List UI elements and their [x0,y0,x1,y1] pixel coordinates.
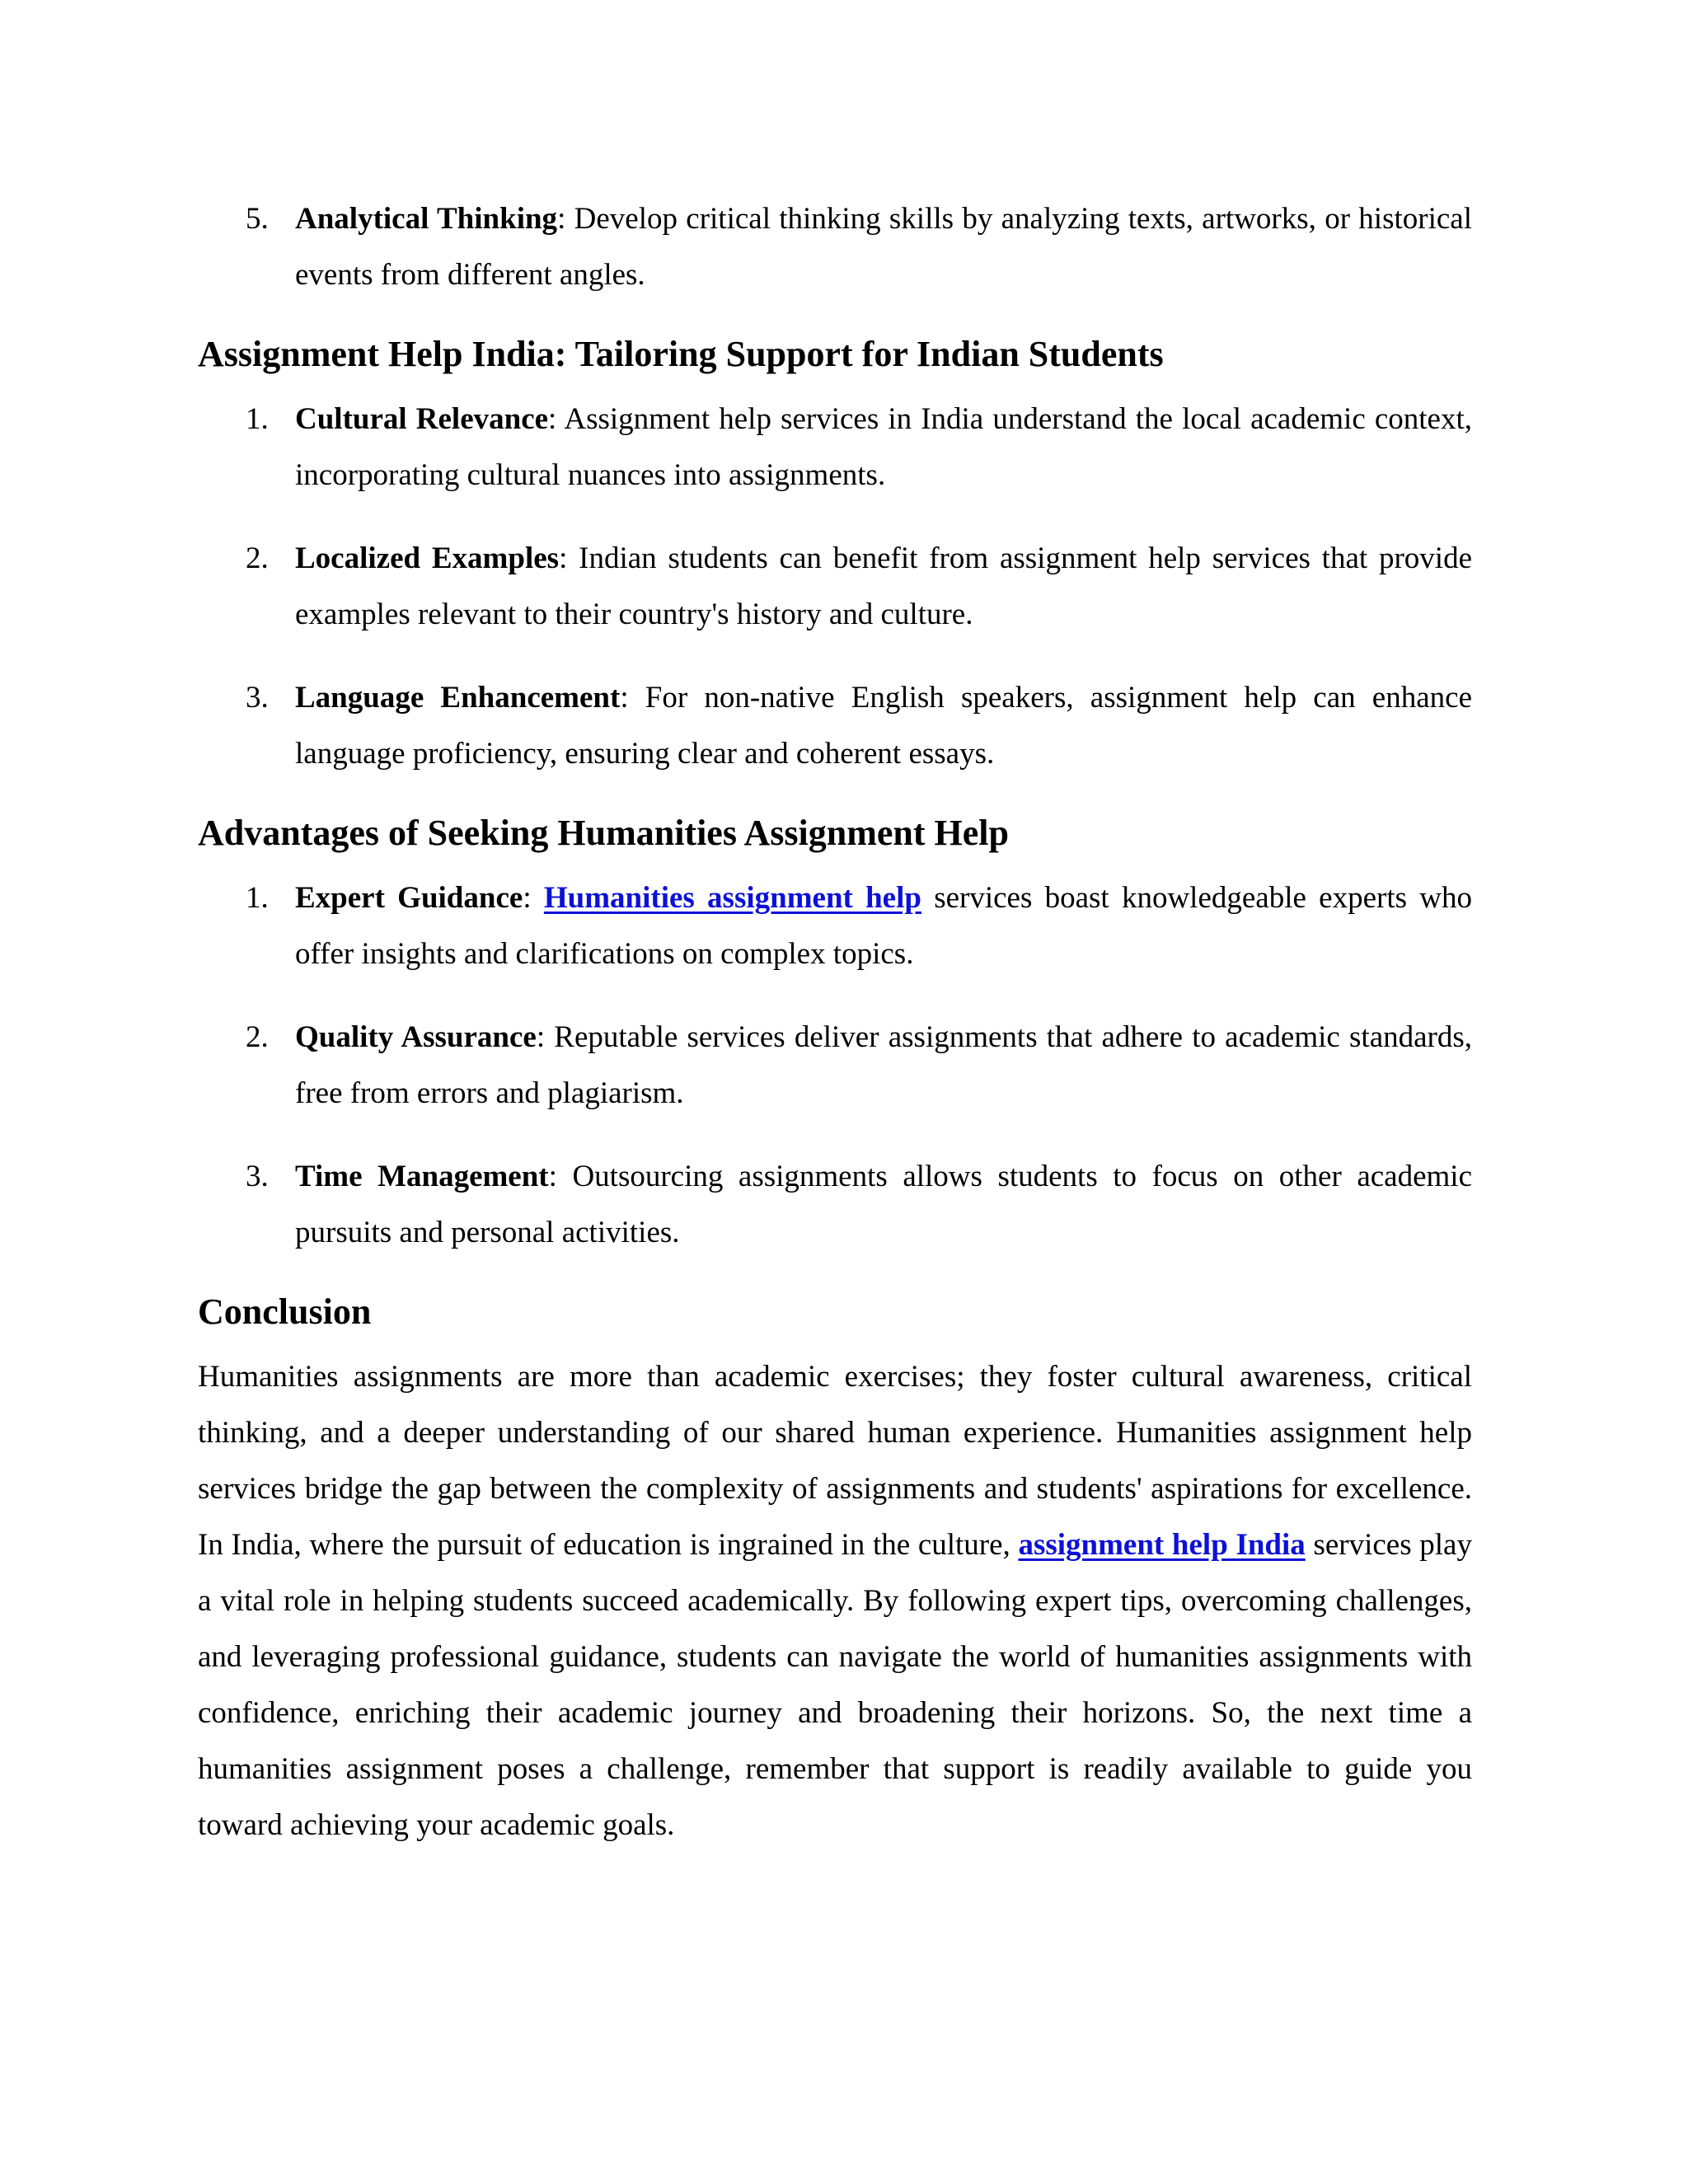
list-number: 1. [246,402,269,436]
section-heading-conclusion: Conclusion [198,1291,372,1332]
list-item-term: Localized Examples [295,541,560,575]
list-item-text: For non-native English speakers, assignment help can enhance language proficiency, ensuring clear and coherent essays. [295,681,1472,771]
humanities-assignment-help-link[interactable]: Humanities assignment help [543,881,921,915]
advantages-list [198,870,1472,1261]
document-page [198,191,1472,1854]
list-item-separator: : [536,1020,546,1054]
list-item-time-management [198,1149,1472,1261]
list-item-term: Cultural Relevance [295,402,549,436]
list-item-term: Language Enhancement [295,681,621,715]
section-heading-advantages: Advantages of Seeking Humanities Assignment Help [198,813,1009,853]
list-item-term: Expert Guidance [295,881,523,915]
list-item-text: Indian students can benefit from assignment help services that provide examples relevant to their country's history and culture. [295,541,1472,631]
list-item-separator: : [620,681,629,715]
list-item-text: Reputable services deliver assignments that adhere to academic standards, free from errors and plagiarism. [295,1020,1473,1110]
conclusion-paragraph [198,1349,1472,1854]
section-heading-assignment-help-india: Assignment Help India: Tailoring Support for Indian Students [198,334,1164,374]
list-number: 3. [246,1160,269,1193]
list-item-quality-assurance [198,1010,1472,1122]
list-item-separator: : [548,1160,557,1193]
assignment-help-india-list [198,391,1472,782]
conclusion-text-after-link: services play a vital role in helping students succeed academically. By following expert tips, overcoming challenges, and leveraging professional guidance, students can navigate the world of humanities assignments with confidence, enriching their academic journey and broadening their horizons. So, the next time a humanities assignment poses a challenge, remember that support is readily available to guide you toward achieving your academic goals. [198,1528,1472,1842]
analytical-thinking-list [198,191,1472,303]
list-item-text: Assignment help services in India understand the local academic context, incorporating cultural nuances into assignments. [295,402,1472,492]
list-item-expert-guidance [198,870,1472,982]
list-item-text: services boast knowledgeable experts who offer insights and clarifications on complex topics. [295,881,1472,971]
list-item-separator: : [548,402,557,436]
list-number: 3. [246,681,269,715]
list-item-separator: : [557,202,566,236]
list-item-text: Outsourcing assignments allows students to focus on other academic pursuits and personal activities. [295,1160,1472,1249]
list-item-localized-examples [198,531,1472,643]
list-number: 5. [246,202,269,236]
conclusion-text-before-link: Humanities assignments are more than academic exercises; they foster cultural awareness, critical thinking, and a deeper understanding of our shared human experience. Humanities assignment help services bridge the gap between the complexity of assignments and students' aspirations for excellence. In India, where the pursuit of education is ingrained in the culture, [198,1360,1472,1562]
list-item-separator: : [559,541,568,575]
list-item-language-enhancement [198,670,1472,782]
list-item-term: Time Management [295,1160,549,1193]
assignment-help-india-link[interactable]: assignment help India [1018,1528,1306,1562]
list-number: 2. [246,541,269,575]
list-item-term: Quality Assurance [295,1020,537,1054]
list-item-analytical-thinking [198,191,1472,303]
list-item-term: Analytical Thinking [295,202,558,236]
list-item-separator: : [523,881,544,915]
list-item-text: Develop critical thinking skills by analyzing texts, artworks, or historical events from different angles. [295,202,1472,292]
list-item-cultural-relevance [198,391,1472,504]
list-number: 1. [246,881,269,915]
list-number: 2. [246,1020,269,1054]
